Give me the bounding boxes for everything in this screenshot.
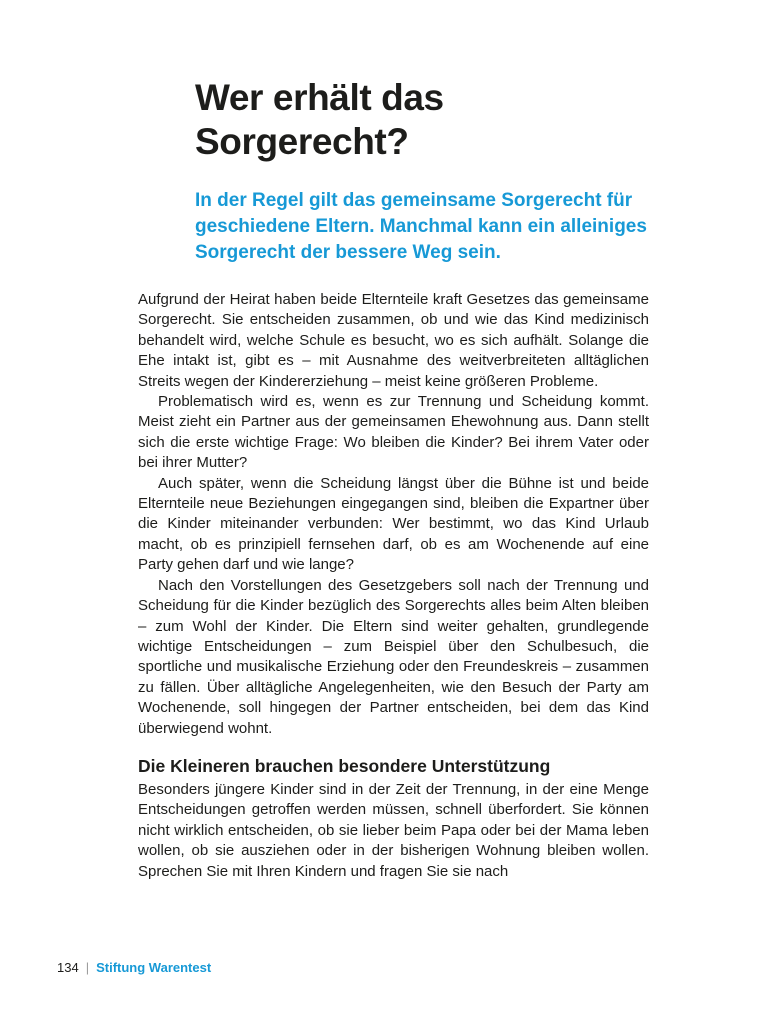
page-title xyxy=(195,76,649,164)
paragraph-4: Nach den Vorstellungen des Gesetzgebers soll nach der Trennung und Scheidung für die Kinder bezüglich des Sorgerechts alles beim Alten bleiben – zum Wohl der Kinder. Die Eltern sind weiter gehalten, grundlegende wichtige Entscheidungen – zum Beispiel über den Schulbesuch, die sportliche und musikalische Erziehung oder den Freundeskreis – zusammen zu fällen. Über alltägliche Angelegenheiten, wie den Besuch der Party am Wochenende, soll hingegen der Partner entscheiden, bei dem das Kind überwiegend wohnt. xyxy=(138,576,649,737)
section-heading: Die Kleineren brauchen besondere Unterstützung xyxy=(138,755,551,776)
brand-name: Stiftung Warentest xyxy=(96,960,212,975)
paragraph-2: Problematisch wird es, wenn es zur Trennung und Scheidung kommt. Meist zieht ein Partner aus der gemeinsamen Ehewohnung aus. Dann stellt sich die erste wichtige Frage: Wo bleiben die Kinder? Bei ihrem Vater oder bei ihrer Mutter? xyxy=(138,393,649,472)
page-title-line-1: Wer erhält das xyxy=(195,77,444,118)
section-paragraph-1: Besonders jüngere Kinder sind in der Zeit der Trennung, in der eine Menge Entscheidungen getroffen werden müssen, schnell überfordert. Sie können nicht wirklich entscheiden, ob sie lieber beim Papa oder bei der Mama leben wollen, ob sie ausziehen oder in der bisherigen Wohnung bleiben wollen. Sprechen Sie mit Ihren Kindern und fragen Sie sie nach xyxy=(138,780,649,880)
paragraph-1: Aufgrund der Heirat haben beide Elternteile kraft Gesetzes das gemeinsame Sorgerecht. Sie entscheiden zusammen, ob und wie das Kind medizinisch behandelt wird, welche Schule es besucht, wo es sich aufhält. Solange die Ehe intakt ist, gibt es – mit Ausnahme des weitverbreiteten alltäglichen Streits wegen der Kindererziehung – meist keine größeren Probleme. xyxy=(138,291,649,390)
page-footer xyxy=(57,960,211,976)
paragraph-3: Auch später, wenn die Scheidung längst über die Bühne ist und beide Elternteile neue Beziehungen eingegangen sind, bleiben die Expartner über die Kinder miteinander verbunden: Wer bestimmt, wo das Kind Urlaub macht, ob es prinzipiell fernsehen darf, ob es am Wochenende auf eine Party gehen darf und wie lange? xyxy=(138,474,649,574)
footer-separator: | xyxy=(85,960,90,975)
article xyxy=(138,76,649,882)
body-text xyxy=(138,290,649,882)
intro-text: In der Regel gilt das gemeinsame Sorgerecht für geschiedene Eltern. Manchmal kann ein alleiniges Sorgerecht der bessere Weg sein. xyxy=(195,190,647,263)
page-number: 134 xyxy=(57,960,79,975)
page-title-line-2: Sorgerecht? xyxy=(195,121,409,162)
